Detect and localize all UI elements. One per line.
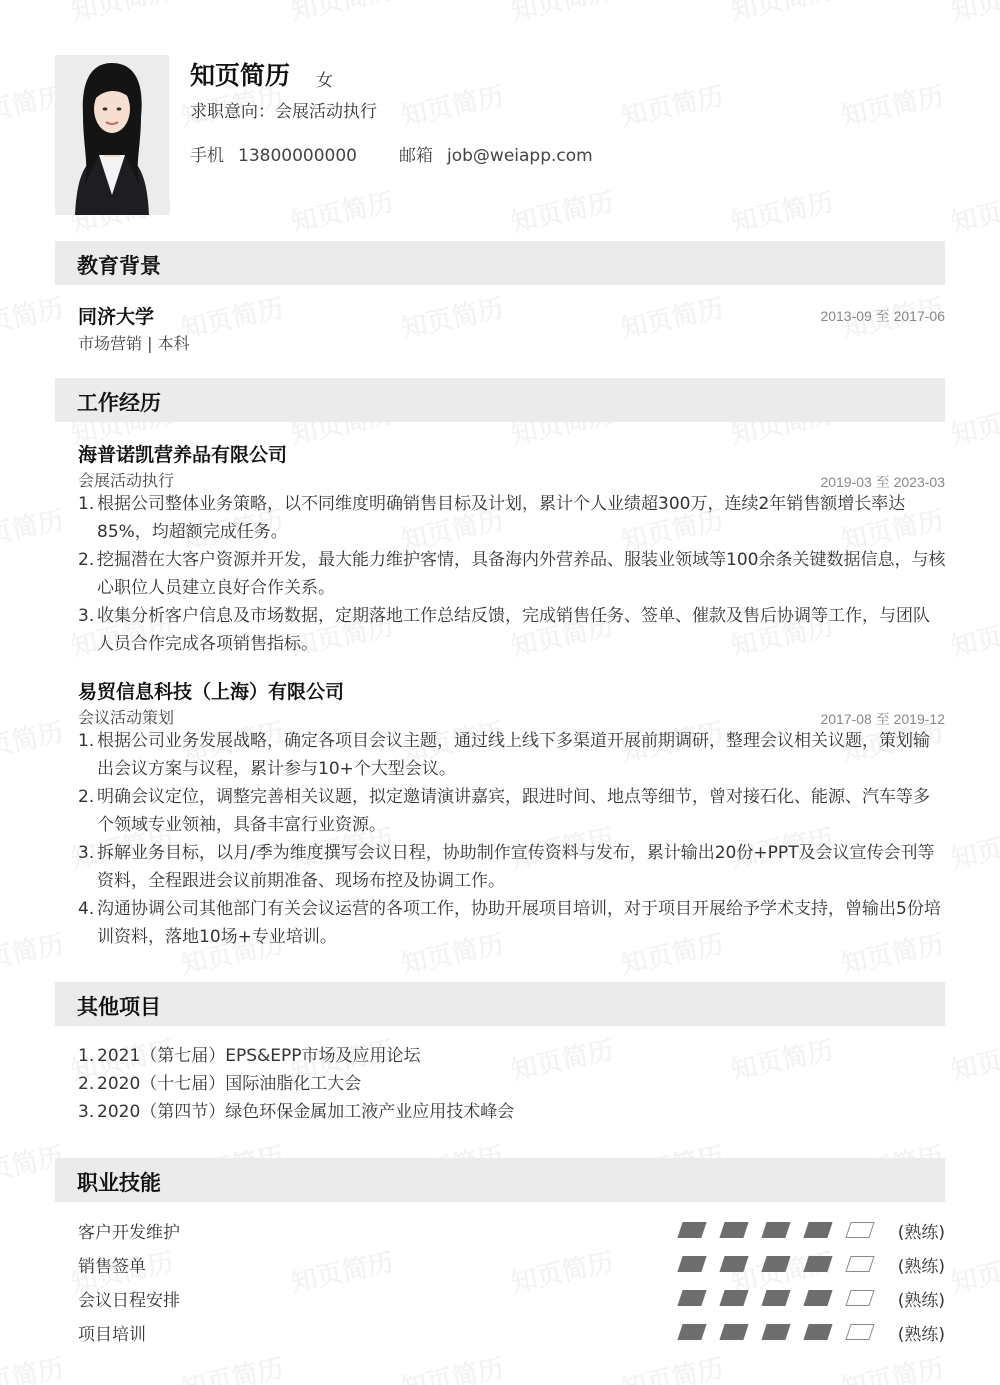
watermark-text (397, 76, 506, 134)
watermark-text (947, 606, 1000, 664)
section-work (55, 378, 945, 422)
watermark-text (947, 1242, 1000, 1300)
item-text: 2020（十七届）国际油脂化工大会 (97, 1074, 362, 1094)
skill-level: (熟练) (897, 1257, 945, 1277)
watermark-text (617, 288, 726, 346)
candidate-name: 知页简历 (190, 61, 291, 90)
rating-block-filled (677, 1290, 706, 1306)
watermark-text (947, 818, 1000, 876)
rating-block-filled (677, 1222, 706, 1238)
list-item (78, 727, 946, 783)
phone-contact (190, 141, 357, 166)
job-role: 会议活动策划 (78, 708, 175, 727)
list-item (78, 602, 946, 658)
item-number: 1. (78, 731, 95, 751)
item-text: 2021（第七届）EPS&EPP市场及应用论坛 (97, 1046, 421, 1066)
watermark-text (397, 1348, 506, 1385)
watermark-text (947, 394, 1000, 452)
list-item (78, 839, 946, 895)
watermark-text (837, 76, 946, 134)
job-dates: 2019-03 至 2023-03 (820, 474, 945, 490)
watermark-text (947, 182, 1000, 240)
watermark-text (837, 1348, 946, 1385)
skill-rating (680, 1256, 880, 1274)
email-address: job@weiapp.com (447, 146, 593, 166)
watermark-text (507, 0, 616, 27)
skill-name: 销售签单 (78, 1257, 146, 1277)
watermark-text (67, 0, 176, 27)
phone-number: 13800000000 (238, 146, 357, 166)
watermark-text (727, 0, 836, 27)
rating-block-filled (803, 1290, 832, 1306)
watermark-text (507, 182, 616, 240)
rating-block-filled (761, 1256, 790, 1272)
job-duties-list (78, 490, 946, 658)
phone-label: 手机 (190, 146, 224, 166)
watermark-text (397, 288, 506, 346)
item-number: 3. (78, 606, 95, 626)
projects-list (78, 1042, 946, 1126)
rating-block-empty (845, 1290, 874, 1306)
avatar (55, 55, 169, 215)
list-item (78, 1042, 946, 1070)
watermark-text (947, 1030, 1000, 1088)
item-text: 拆解业务目标，以月/季为维度撰写会议日程，协助制作宣传资料与发布，累计输出20份+PPT及会议宣传会刊等资料，全程跟进会议前期准备、现场布控及协调工作。 (97, 843, 935, 891)
rating-block-filled (719, 1222, 748, 1238)
email-label: 邮箱 (399, 146, 433, 166)
skill-row (78, 1284, 945, 1312)
item-number: 2. (78, 787, 95, 807)
rating-block-filled (761, 1222, 790, 1238)
skill-level: (熟练) (897, 1223, 945, 1243)
item-text: 收集分析客户信息及市场数据，定期落地工作总结反馈，完成销售任务、签单、催款及售后协调等工作，与团队人员合作完成各项销售指标。 (97, 606, 930, 654)
item-number: 2. (78, 550, 95, 570)
company-name: 易贸信息科技（上海）有限公司 (78, 681, 345, 703)
section-education (55, 241, 945, 285)
list-item (78, 1098, 946, 1126)
job-role: 会展活动执行 (78, 471, 175, 490)
watermark-text (0, 1348, 67, 1385)
list-item (78, 490, 946, 546)
watermark-text (177, 1348, 286, 1385)
section-projects (55, 982, 945, 1026)
watermark-text (0, 288, 67, 346)
rating-block-filled (719, 1256, 748, 1272)
job-dates: 2017-08 至 2019-12 (820, 711, 945, 727)
list-item (78, 895, 946, 951)
rating-block-empty (845, 1222, 874, 1238)
watermark-text (287, 0, 396, 27)
skill-name: 项目培训 (78, 1325, 146, 1345)
skill-rating (680, 1324, 880, 1342)
watermark-text (0, 500, 67, 558)
watermark-text (947, 0, 1000, 27)
watermark-text (617, 76, 726, 134)
rating-block-empty (845, 1256, 874, 1272)
skill-row (78, 1216, 945, 1244)
list-item (78, 783, 946, 839)
list-item (78, 546, 946, 602)
rating-block-empty (845, 1324, 874, 1340)
rating-block-filled (677, 1256, 706, 1272)
rating-block-filled (803, 1324, 832, 1340)
school-name: 同济大学 (78, 306, 155, 328)
skill-row (78, 1250, 945, 1278)
skill-level: (熟练) (897, 1325, 945, 1345)
rating-block-filled (719, 1324, 748, 1340)
item-number: 1. (78, 494, 95, 514)
section-title: 工作经历 (77, 391, 161, 415)
rating-block-filled (803, 1222, 832, 1238)
watermark-text (727, 182, 836, 240)
section-skills (55, 1158, 945, 1202)
email-contact (399, 141, 593, 166)
list-item (78, 1070, 946, 1098)
watermark-text (177, 288, 286, 346)
section-title: 教育背景 (77, 254, 161, 278)
item-text: 沟通协调公司其他部门有关会议运营的各项工作，协助开展项目培训，对于项目开展给予学术支持，曾输出5份培训资料，落地10场+专业培训。 (97, 899, 941, 947)
skill-level: (熟练) (897, 1291, 945, 1311)
skill-row (78, 1318, 945, 1346)
item-text: 明确会议定位，调整完善相关议题，拟定邀请演讲嘉宾，跟进时间、地点等细节，曾对接石化、能源、汽车等多个领域专业领袖，具备丰富行业资源。 (97, 787, 930, 835)
item-number: 3. (78, 1102, 95, 1122)
section-title: 其他项目 (77, 995, 161, 1019)
rating-block-filled (803, 1256, 832, 1272)
item-text: 根据公司整体业务策略，以不同维度明确销售目标及计划，累计个人业绩超300万，连续2年销售额增长率达85%，均超额完成任务。 (97, 494, 906, 542)
item-number: 3. (78, 843, 95, 863)
item-text: 根据公司业务发展战略，确定各项目会议主题，通过线上线下多渠道开展前期调研，整理会议相关议题，策划输出会议方案与议程，累计参与10+个大型会议。 (97, 731, 930, 779)
rating-block-filled (719, 1290, 748, 1306)
watermark-text (287, 182, 396, 240)
watermark-text (0, 712, 67, 770)
item-number: 1. (78, 1046, 95, 1066)
watermark-text (0, 924, 67, 982)
rating-block-filled (761, 1290, 790, 1306)
job-intent: 求职意向：会展活动执行 (190, 102, 377, 122)
company-name: 海普诺凯营养品有限公司 (78, 444, 288, 466)
candidate-gender: 女 (316, 71, 333, 91)
watermark-text (617, 1348, 726, 1385)
education-dates: 2013-09 至 2017-06 (820, 308, 945, 324)
skill-name: 会议日程安排 (78, 1291, 180, 1311)
major-degree: 市场营销 | 本科 (78, 334, 190, 353)
item-text: 挖掘潜在大客户资源并开发，最大能力维护客情，具备海内外营养品、服装业领域等100余条关键数据信息，与核心职位人员建立良好合作关系。 (97, 550, 946, 598)
section-title: 职业技能 (77, 1171, 161, 1195)
item-number: 2. (78, 1074, 95, 1094)
skill-rating (680, 1290, 880, 1308)
job-duties-list (78, 727, 946, 951)
skill-name: 客户开发维护 (78, 1223, 180, 1243)
item-text: 2020（第四节）绿色环保金属加工液产业应用技术峰会 (97, 1102, 515, 1122)
rating-block-filled (761, 1324, 790, 1340)
item-number: 4. (78, 899, 95, 919)
rating-block-filled (677, 1324, 706, 1340)
skill-rating (680, 1222, 880, 1240)
